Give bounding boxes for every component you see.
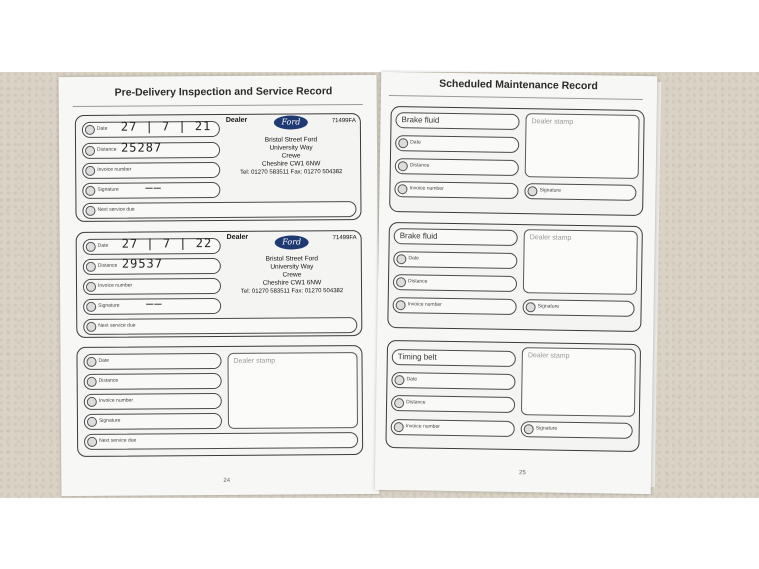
next-service-field[interactable]: Next service due (83, 317, 357, 335)
title-rule (73, 104, 363, 107)
signature-icon (526, 302, 536, 312)
invoice-field[interactable]: Invoice number (82, 162, 220, 179)
distance-icon (85, 146, 95, 156)
next-service-icon (87, 437, 97, 447)
invoice-icon (86, 282, 96, 292)
signature-icon (527, 186, 537, 196)
invoice-icon (397, 184, 407, 194)
left-page (59, 75, 380, 496)
title-rule (389, 95, 643, 100)
distance-field[interactable]: Distance (391, 395, 515, 413)
distance-field[interactable]: Distance (84, 373, 222, 390)
signature-field[interactable]: Signature (524, 183, 636, 201)
maintenance-item: Brake fluid (394, 228, 518, 246)
date-field[interactable]: Date 27 | 7 | 22 (83, 238, 221, 255)
date-value: 27 | 7 | 22 (121, 236, 213, 251)
date-field[interactable]: Date (393, 251, 517, 269)
date-value: 27 | 7 | 21 (120, 119, 212, 134)
invoice-field[interactable]: Invoice number (84, 393, 222, 410)
date-field[interactable]: Date 27 | 7 | 21 (82, 121, 220, 138)
distance-icon (87, 377, 97, 387)
signature-icon (85, 186, 95, 196)
service-record-2 (76, 230, 363, 338)
signature-value: —— (146, 296, 163, 311)
right-page (375, 72, 658, 494)
date-icon (86, 357, 96, 367)
signature-icon (86, 302, 96, 312)
signature-icon (524, 424, 534, 434)
distance-field[interactable]: Distance 25287 (82, 142, 220, 159)
date-icon (86, 242, 96, 252)
dealer-stamp-box[interactable]: Dealer stamp (227, 352, 358, 429)
distance-icon (394, 398, 404, 408)
maintenance-item: Brake fluid (395, 112, 519, 130)
date-icon (398, 138, 408, 148)
next-service-field[interactable]: Next service due (82, 201, 356, 219)
next-service-field[interactable]: Next service due (84, 432, 358, 450)
invoice-icon (396, 300, 406, 310)
date-icon (85, 125, 95, 135)
distance-icon (86, 262, 96, 272)
dealer-stamp-box[interactable]: Dealer stamp (525, 113, 640, 179)
distance-value: 25287 (120, 140, 163, 155)
invoice-field[interactable]: Invoice number (393, 297, 517, 315)
invoice-icon (87, 397, 97, 407)
dealer-stamp: Dealer Ford 71499FA Bristol Street Ford University Way Crewe Cheshire CW1 6NW Tel: 01270 583511 Fax: 01270 504382 (225, 116, 356, 176)
date-field[interactable]: Date (83, 353, 221, 370)
date-icon (394, 375, 404, 385)
maintenance-record-1 (389, 106, 645, 216)
page-number: 25 (518, 470, 526, 477)
invoice-field[interactable]: Invoice number (83, 278, 221, 295)
service-record-1 (75, 113, 362, 222)
maintenance-record-3 (385, 340, 641, 452)
distance-field[interactable]: Distance (395, 158, 519, 176)
distance-icon (398, 161, 408, 171)
service-record-3 (76, 345, 363, 457)
signature-icon (87, 417, 97, 427)
distance-icon (396, 277, 406, 287)
distance-value: 29537 (121, 256, 164, 271)
distance-field[interactable]: Distance 29537 (83, 258, 221, 275)
invoice-field[interactable]: Invoice number (391, 419, 515, 437)
dealer-stamp-box[interactable]: Dealer stamp (521, 347, 636, 417)
date-icon (396, 254, 406, 264)
signature-value: —— (145, 180, 162, 195)
dealer-stamp: Dealer Ford 71499FA Bristol Street Ford University Way Crewe Cheshire CW1 6NW Tel: 01270 583511 Fax: 01270 504382 (226, 233, 357, 295)
distance-field[interactable]: Distance (393, 274, 517, 292)
right-page-title: Scheduled Maintenance Record (439, 77, 598, 93)
page-number: 24 (223, 477, 231, 484)
signature-field[interactable]: Signature —— (83, 298, 221, 315)
invoice-icon (85, 166, 95, 176)
signature-field[interactable]: Signature (521, 421, 633, 439)
ford-logo: Ford (274, 115, 308, 129)
date-field[interactable]: Date (391, 372, 515, 390)
date-field[interactable]: Date (395, 135, 519, 153)
ford-logo: Ford (275, 235, 309, 249)
maintenance-item: Timing belt (392, 349, 516, 367)
signature-field[interactable]: Signature —— (82, 182, 220, 199)
invoice-icon (394, 422, 404, 432)
signature-field[interactable]: Signature (84, 413, 222, 430)
maintenance-record-2 (387, 222, 643, 332)
left-page-title: Pre-Delivery Inspection and Service Record (114, 85, 333, 99)
dealer-stamp-box[interactable]: Dealer stamp (523, 229, 638, 295)
invoice-field[interactable]: Invoice number (394, 181, 518, 199)
next-service-icon (85, 206, 95, 216)
next-service-icon (86, 322, 96, 332)
signature-field[interactable]: Signature (522, 299, 634, 317)
